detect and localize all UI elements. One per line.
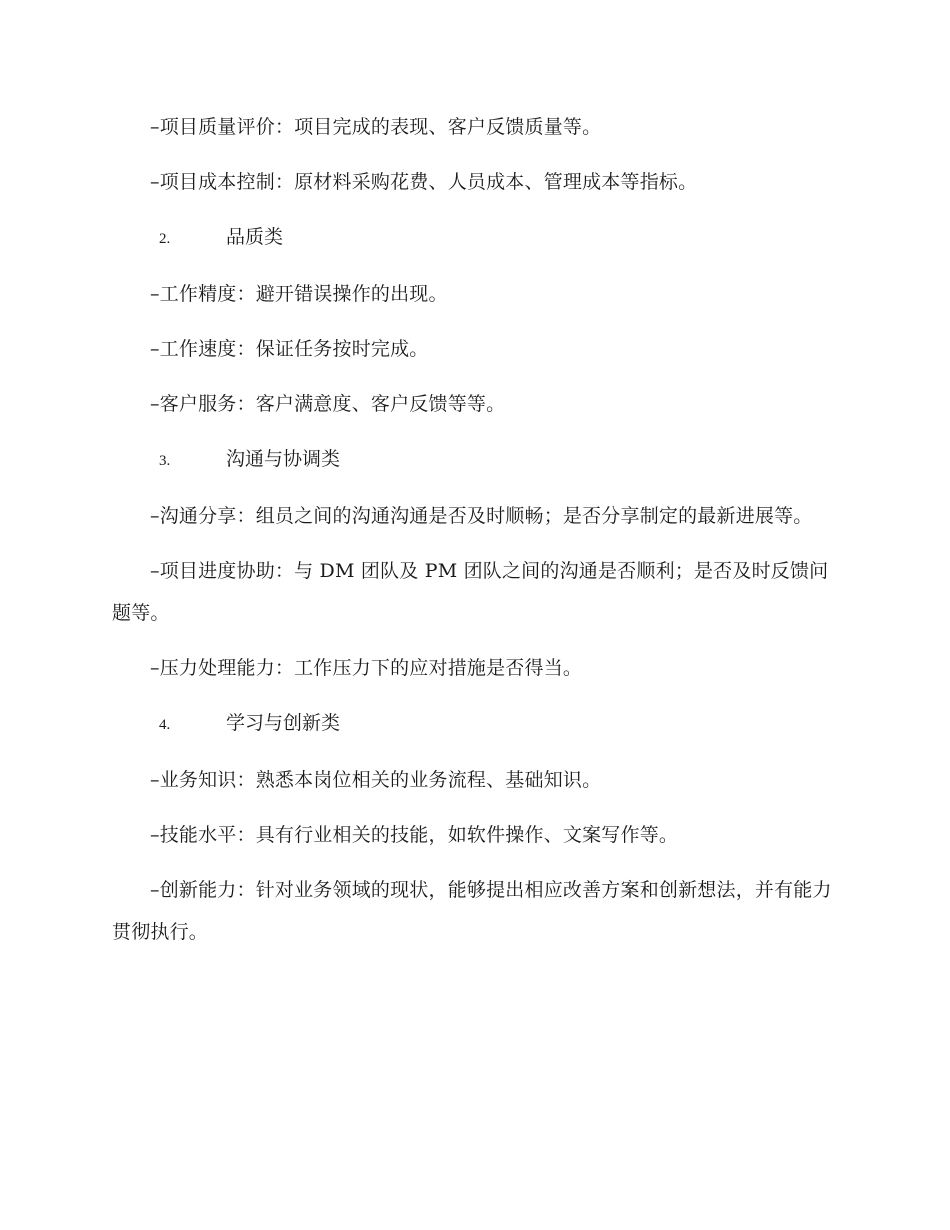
list-item-pressure-handling: –压力处理能力：工作压力下的应对措施是否得当。 bbox=[150, 657, 583, 679]
list-item-progress-assistance: –项目进度协助：与 DM 团队及 PM 团队之间的沟通是否顺利；是否及时反馈问题等。 bbox=[112, 560, 829, 624]
list-item-quality-evaluation: –项目质量评价：项目完成的表现、客户反馈质量等。 bbox=[150, 116, 602, 138]
list-item-skill-level: –技能水平：具有行业相关的技能，如软件操作、文案写作等。 bbox=[150, 824, 679, 846]
section-heading-learning bbox=[112, 702, 842, 746]
list-item-work-precision: –工作精度：避开错误操作的出现。 bbox=[150, 283, 448, 305]
section-number: 4. bbox=[159, 717, 171, 733]
list-item-cost-control: –项目成本控制：原材料采购花费、人员成本、管理成本等指标。 bbox=[150, 171, 698, 193]
section-title: 品质类 bbox=[226, 226, 284, 248]
section-title: 学习与创新类 bbox=[226, 712, 341, 734]
section-number: 2. bbox=[159, 231, 171, 247]
list-item-work-speed: –工作速度：保证任务按时完成。 bbox=[150, 338, 429, 360]
list-item-business-knowledge: –业务知识：熟悉本岗位相关的业务流程、基础知识。 bbox=[150, 769, 602, 791]
list-item-communication-sharing: –沟通分享：组员之间的沟通沟通是否及时顺畅；是否分享制定的最新进展等。 bbox=[150, 505, 813, 527]
list-item-customer-service: –客户服务：客户满意度、客户反馈等等。 bbox=[150, 393, 506, 415]
section-heading-communication bbox=[112, 438, 842, 482]
section-heading-quality bbox=[112, 216, 842, 260]
document-body bbox=[112, 106, 842, 966]
section-number: 3. bbox=[159, 453, 171, 469]
list-item-innovation-ability: –创新能力：针对业务领域的现状，能够提出相应改善方案和创新想法，并有能力贯彻执行。 bbox=[112, 879, 832, 943]
section-title: 沟通与协调类 bbox=[226, 448, 341, 470]
